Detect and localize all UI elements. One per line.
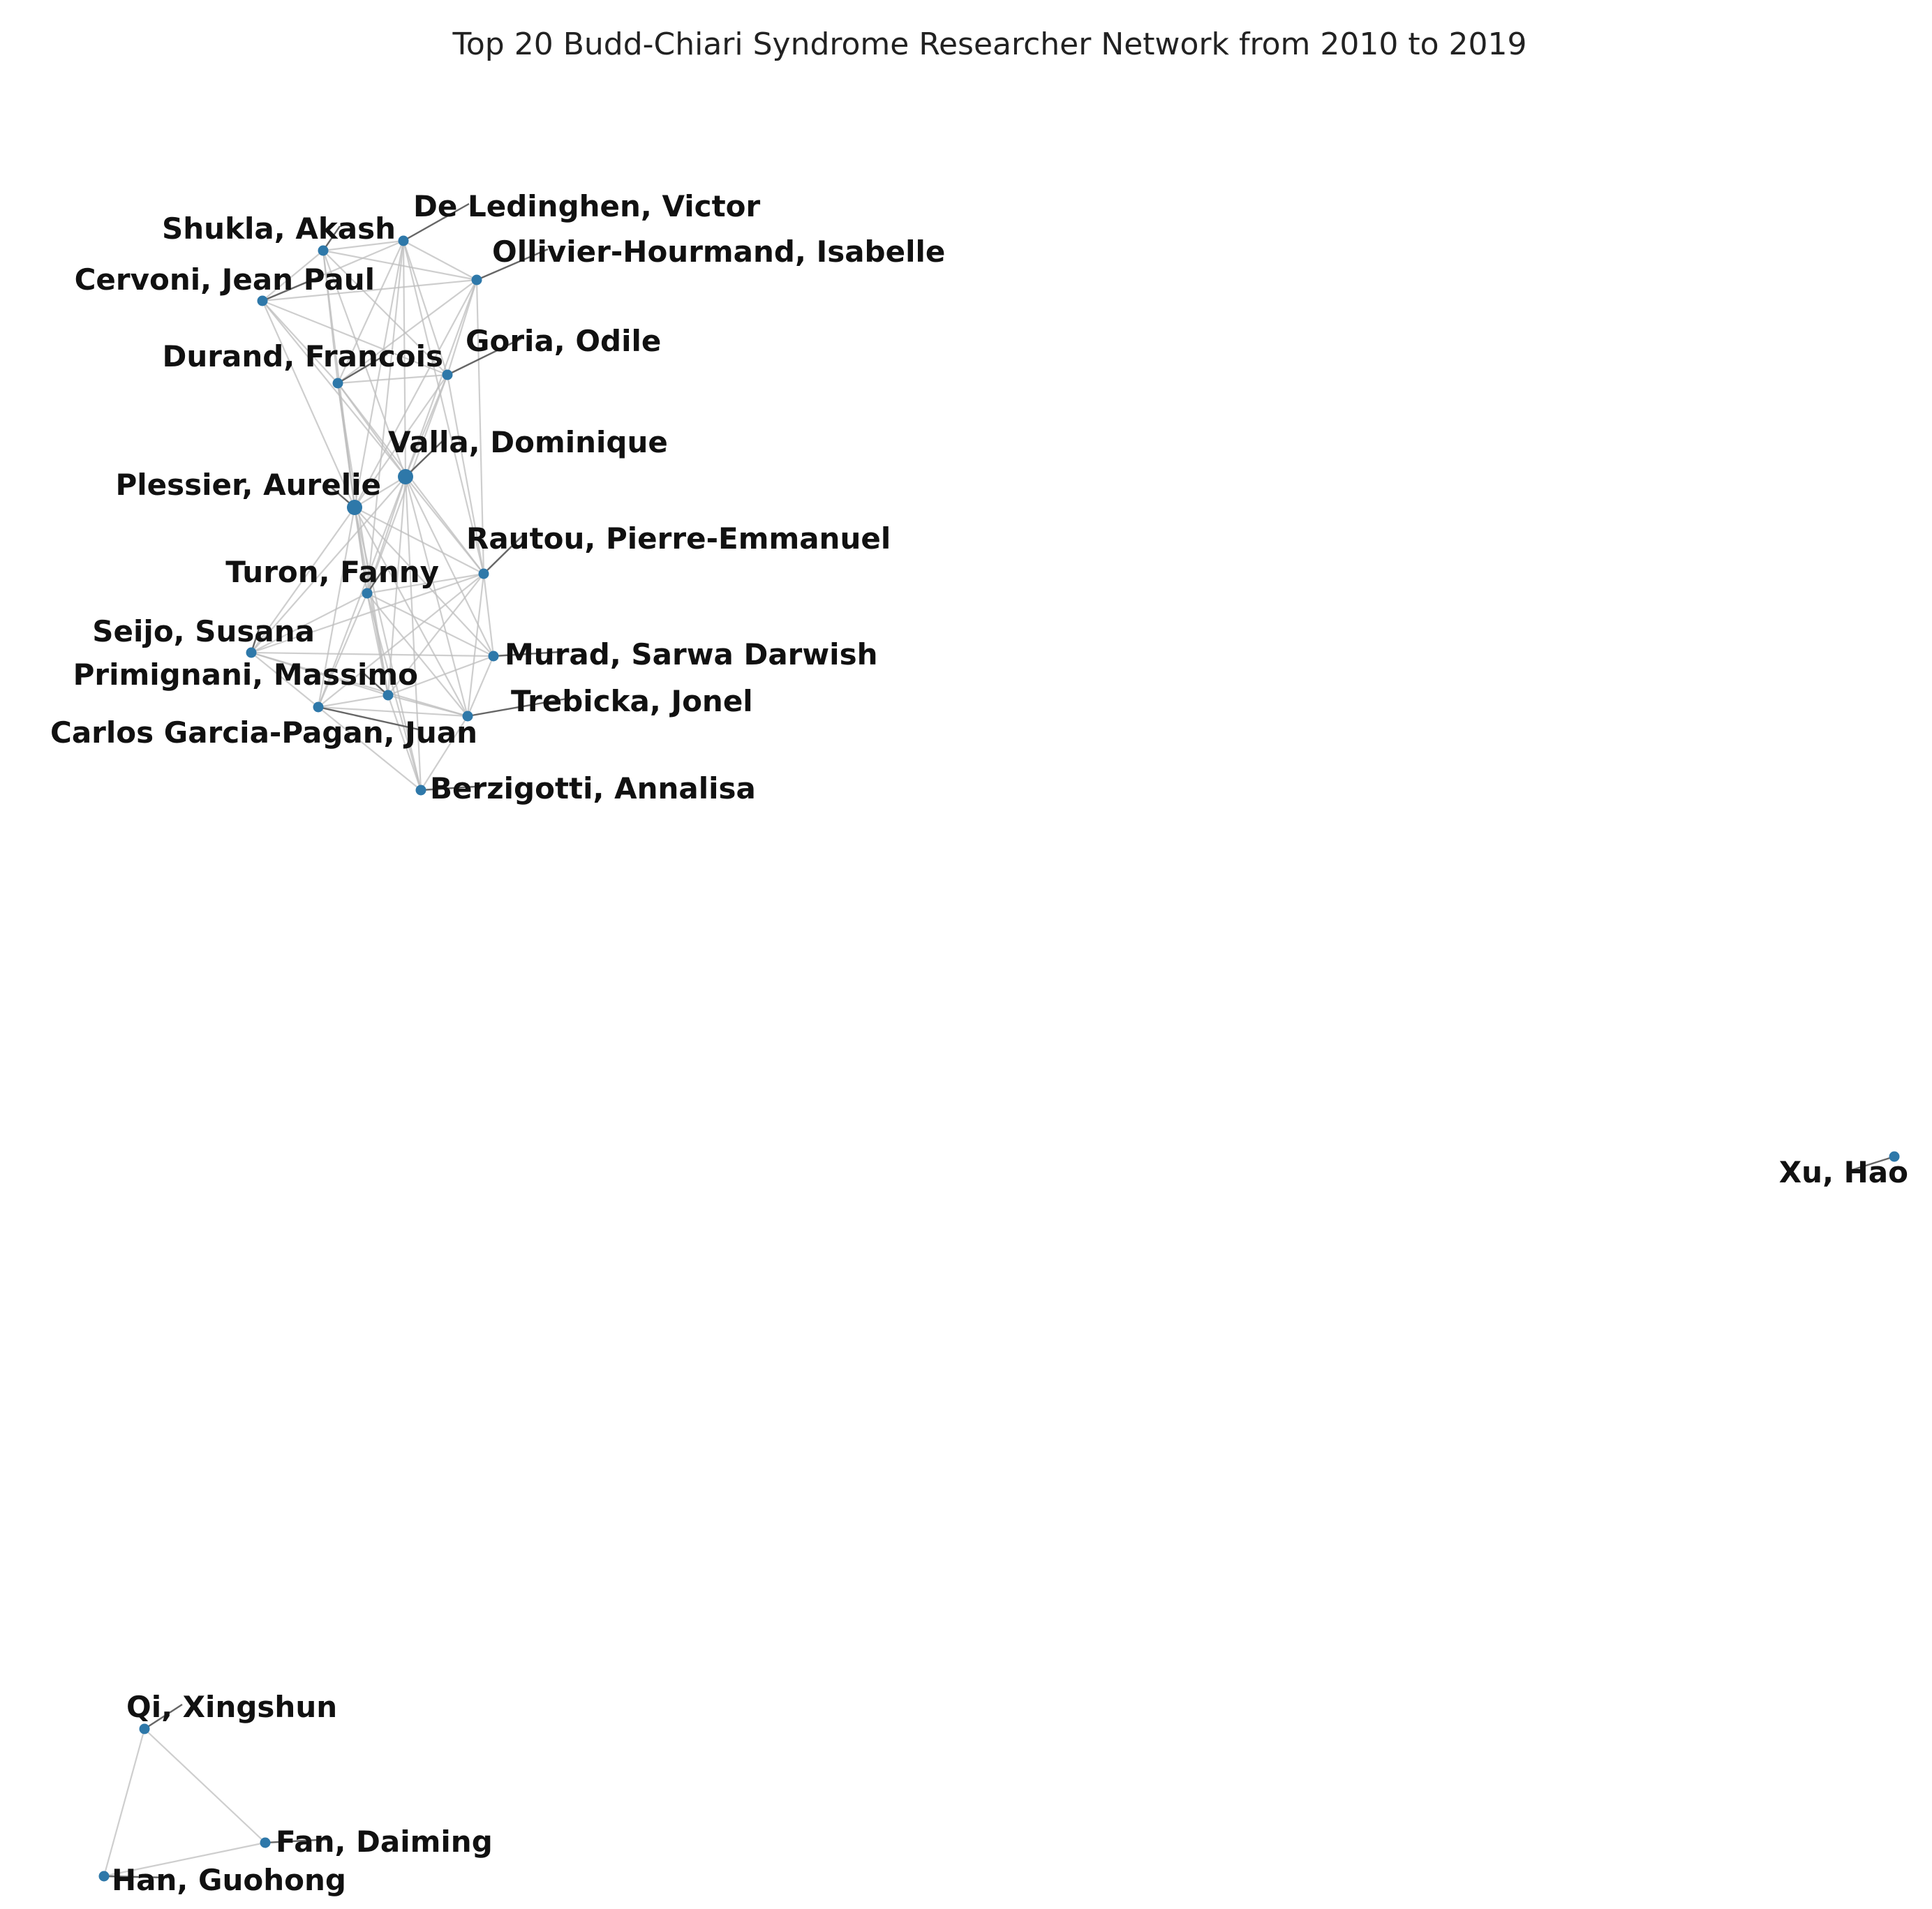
node-label-primignani: Primignani, Massimo — [73, 658, 418, 692]
node-label-rautou: Rautou, Pierre-Emmanuel — [466, 521, 891, 556]
node-label-de-ledinghen: De Ledinghen, Victor — [413, 189, 761, 223]
node-murad — [489, 651, 499, 662]
node-label-garcia-pagan: Carlos Garcia-Pagan, Juan — [50, 715, 477, 750]
node-plessier — [347, 500, 362, 515]
node-label-shukla: Shukla, Akash — [162, 211, 396, 246]
node-turon — [362, 588, 373, 599]
figure-title: Top 20 Budd-Chiari Syndrome Researcher Network from 2010 to 2019 — [452, 27, 1527, 62]
node-han — [99, 1871, 110, 1882]
node-label-cervoni: Cervoni, Jean Paul — [74, 262, 375, 297]
node-label-fan: Fan, Daiming — [276, 1825, 493, 1859]
node-qi — [140, 1724, 150, 1735]
node-label-murad: Murad, Sarwa Darwish — [505, 637, 878, 671]
node-label-trebicka: Trebicka, Jonel — [511, 684, 753, 718]
node-ollivier — [472, 275, 482, 285]
node-label-valla: Valla, Dominique — [388, 425, 668, 459]
node-label-qi: Qi, Xingshun — [126, 1690, 338, 1724]
node-label-goria: Goria, Odile — [466, 324, 662, 358]
node-label-seijo: Seijo, Susana — [92, 614, 315, 648]
node-label-berzigotti: Berzigotti, Annalisa — [430, 771, 756, 805]
node-seijo — [246, 648, 257, 658]
node-cervoni — [258, 296, 268, 306]
node-label-ollivier: Ollivier-Hourmand, Isabelle — [492, 235, 946, 269]
node-label-turon: Turon, Fanny — [225, 555, 439, 589]
node-label-durand: Durand, Francois — [162, 339, 443, 373]
node-shukla — [318, 246, 329, 256]
node-label-han: Han, Guohong — [112, 1863, 346, 1897]
node-durand — [333, 378, 343, 389]
node-goria — [443, 370, 453, 380]
node-label-plessier: Plessier, Aurelie — [115, 468, 381, 502]
node-rautou — [479, 569, 489, 579]
node-fan — [260, 1838, 271, 1848]
node-label-xu: Xu, Hao — [1778, 1155, 1908, 1189]
node-de-ledinghen — [399, 236, 409, 246]
node-valla — [398, 469, 413, 484]
node-berzigotti — [416, 785, 426, 796]
node-garcia-pagan — [313, 702, 324, 713]
